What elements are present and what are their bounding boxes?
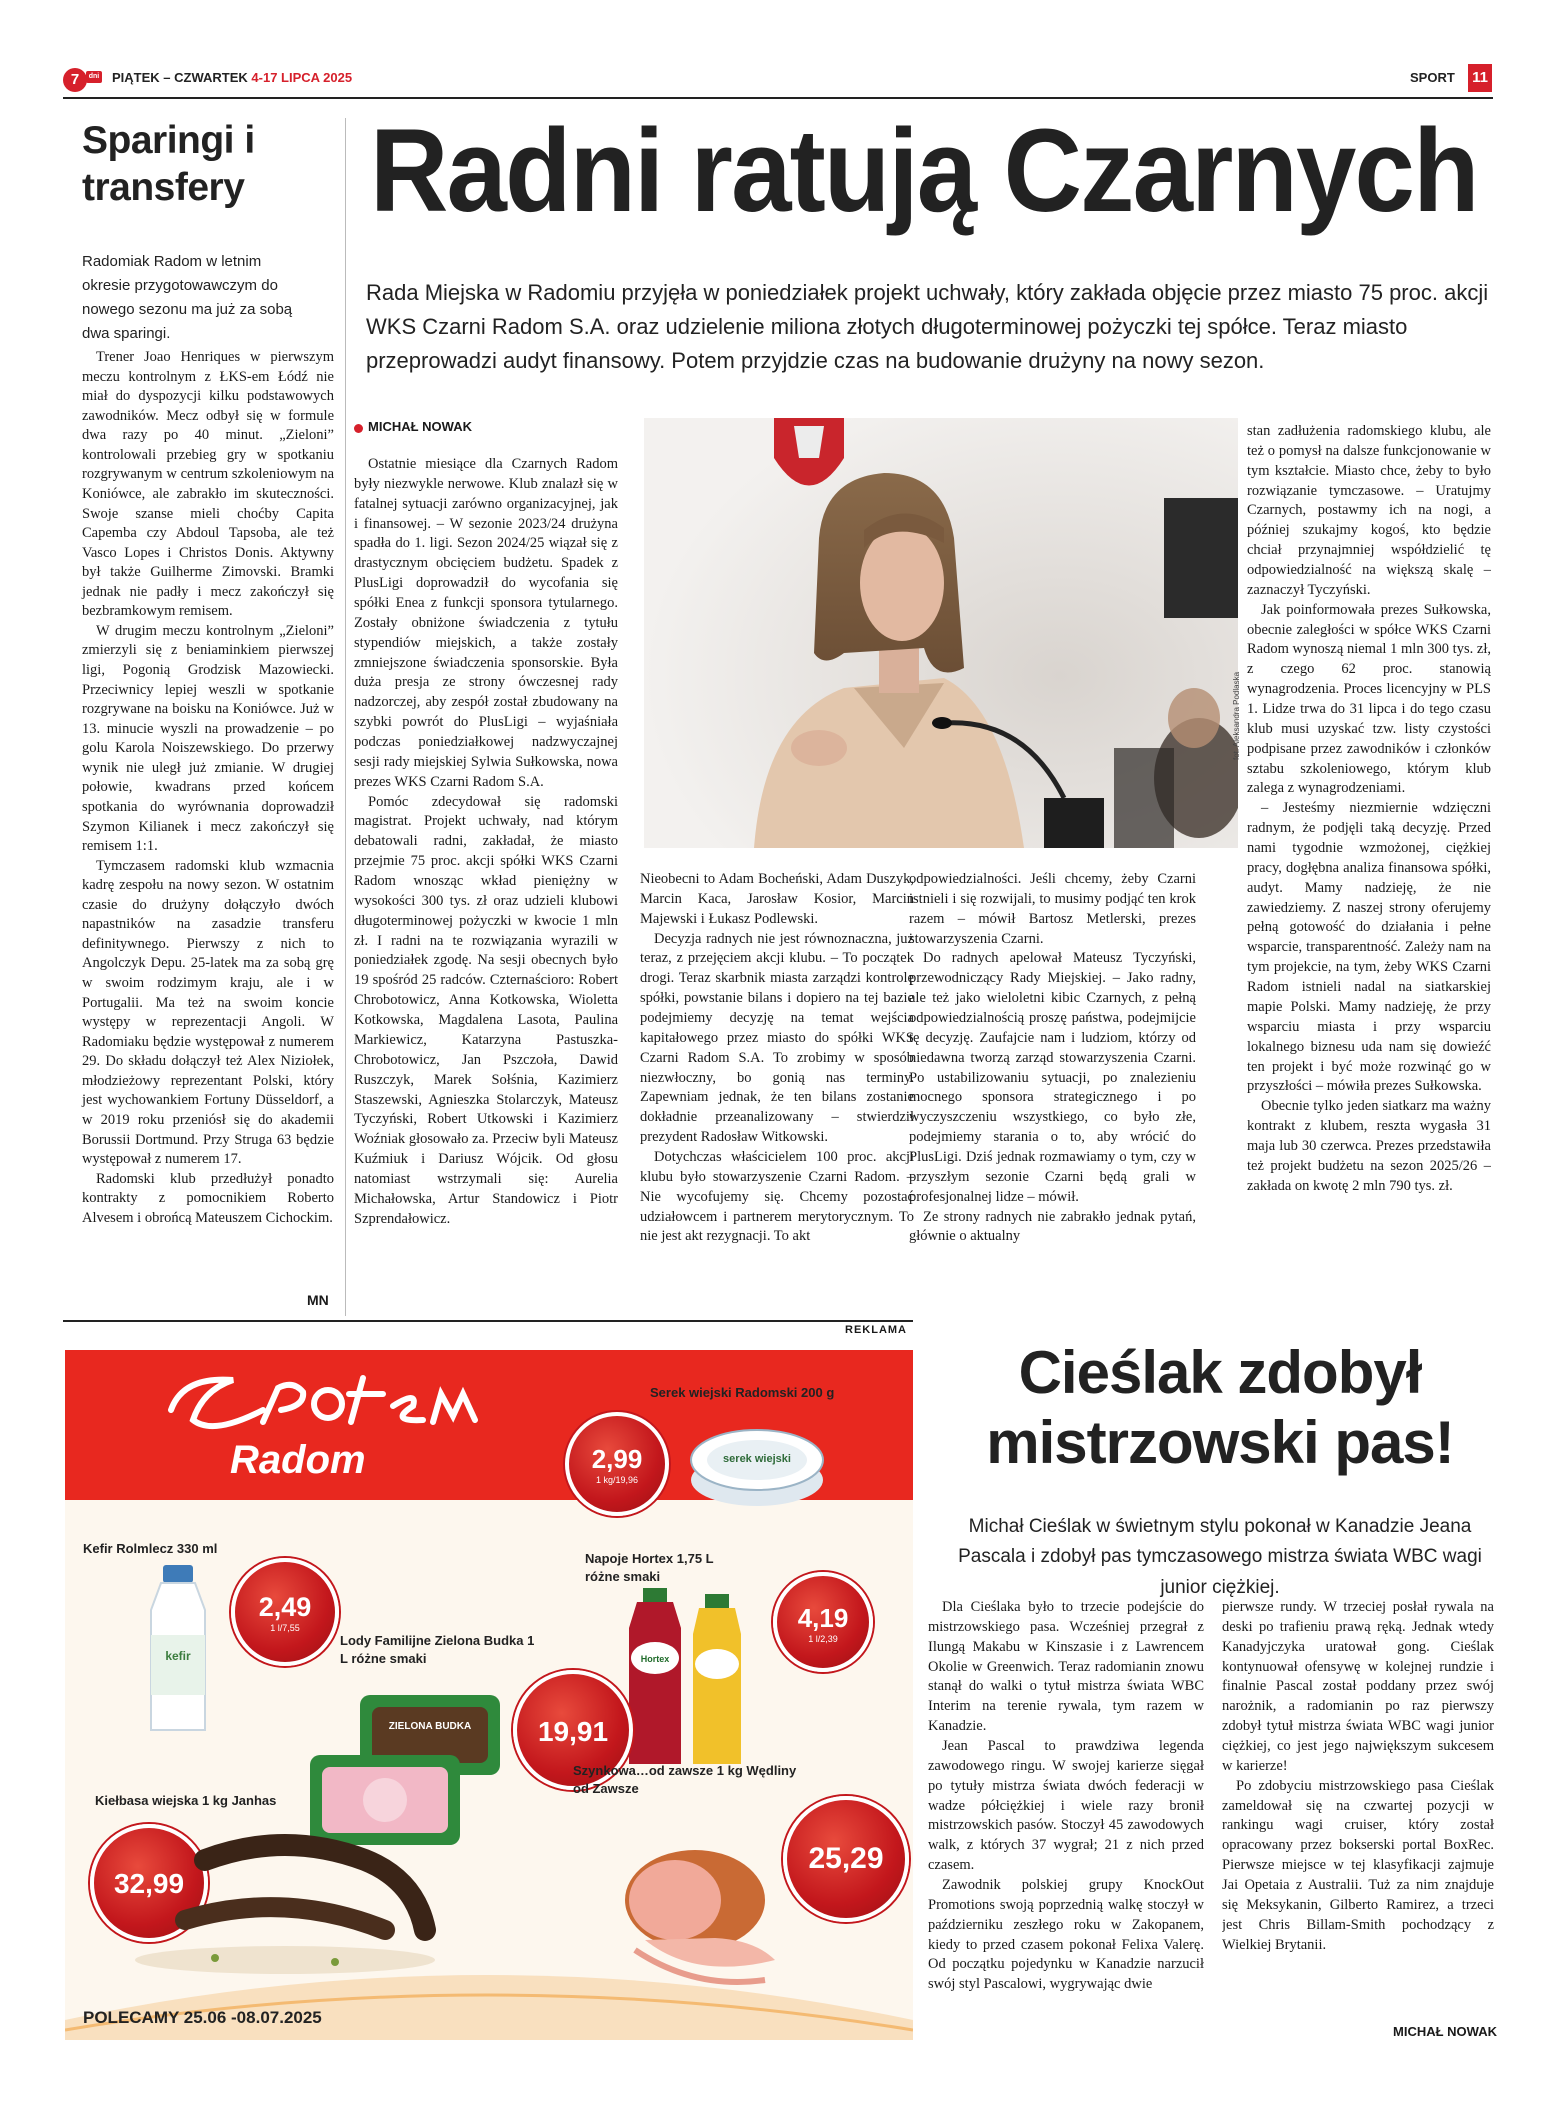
price-unit: 1 l/2,39 <box>808 1634 838 1644</box>
article2-column-1 <box>928 1598 1204 2048</box>
paragraph: Obecnie tylko jeden siatkarz ma ważny kontrakt z klubem, reszta wygasła 31 maja lub 30 czerwca. Prezes przedstawiła też projekt budżetu na sezon 2025/26 – zakłada on kwotę 2 mln 790 tys. zł. <box>1247 1098 1491 1194</box>
paragraph: Ze strony radnych nie zabrakło jednak pytań, głównie o aktualny <box>909 1208 1196 1245</box>
article-column-4 <box>1247 422 1491 1317</box>
author-bullet-icon <box>354 424 363 433</box>
price-badge <box>773 1572 873 1672</box>
paragraph: – Jesteśmy niezmiernie wdzięczni radnym, że podjęli taką decyzję. Przed nami tygodnie wzmożonej, ciężkiej pracy, dogłębna analiza finansowa spółki, audyt. Mamy nadzieję, że nie zawiedziemy. Z naszej strony oferujemy pełną gotowość do działania i pełne wsparcie, transparentność. Zależy nam na tym projekcie, na tym, żeby WKS Czarni Radom istnieli nadal na siatkarskiej mapie Polski. Mamy nadzieję, że przy wsparciu miasta i przy wsparciu lokalnego biznesu uda nam się dowieźć ten projekt i być może rozwinąć go w przyszłości – mówiła prezes Sułkowska. <box>1247 800 1491 1095</box>
paragraph: Radomski klub przedłużył ponadto kontrakty z pomocnikiem Roberto Alvesem i obrońcą Mateuszem Cichockim. <box>82 1170 334 1226</box>
article-headline: Radni ratują Czarnych <box>370 105 1478 237</box>
price-value: 4,19 <box>797 1603 849 1633</box>
paragraph: W drugim meczu kontrolnym „Zieloni” zmierzyli się z beniaminkiem pierwszej ligi, Pogonią Grodzisk Mazowiecki. Przeciwnicy lepiej weszli w spotkanie rozgrywane na boisku na Koniówce. Już w 13. minucie wyszli na prowadzenie – po golu Karola Noiszewskiego. Do przerwy wynik nie uległ już zmianie. W drugiej połowie, kwadrans przed końcem spotkania do wyrównania doprowadził Szymon Kilianek i mecz zakończył się remisem 1:1. <box>82 622 334 855</box>
price-badge <box>565 1412 669 1516</box>
article-author: MICHAŁ NOWAK <box>368 419 472 434</box>
package-text: serek wiejski <box>723 1453 791 1465</box>
issue-date-range: 4-17 LIPCA 2025 <box>251 70 353 85</box>
article2-headline: Cieślak zdobył mistrzowski pas! <box>986 1339 1454 1477</box>
paragraph: stan zadłużenia radomskiego klubu, ale też o pomysł na dalsze funkcjonowanie w tym kształcie. Miasto chce, żeby to było rozwiązanie tymczasowe. – Uratujmy Czarnych, postawmy ich na nogi, a później szukajmy kogoś, kto będzie chciał przynajmniej współdzielić tę odpowiedzialność na większą skalę – zaznaczył Tyczyński. <box>1247 423 1491 598</box>
page-number: 11 <box>1468 64 1492 92</box>
paragraph: Dotychczas właścicielem 100 proc. akcji klubu było stowarzyszenie Czarni Radom. – Nie wycofujemy się. Chcemy pozostać udziałowcem i partnerem merytorycznym. To nie jest akt rezygnacji. To akt <box>640 1149 914 1245</box>
price-value: 19,91 <box>537 1716 609 1747</box>
paragraph: Dla Cieślaka było to trzecie podejście do mistrzowskiego pasa. Wcześniej przegrał z Ilungą Makabu w Kinszasie i z Lawrencem Okolie w Greenwich. Teraz radomianin znowu stanął do walki o tytuł mistrza świata WBC Interim na terenie rywala, tym razem w Kanadzie. <box>928 1599 1204 1735</box>
paragraph: Jak poinformowała prezes Sułkowska, obecnie zaległości w spółce WKS Czarni Radom wynoszą niemal 1 mln 300 tys. zł, z czego 62 proc. stanowią wynagrodzenia. Proces licencyjny w PLS 1. Lidze trwa do 31 lipca i do tego czasu klub musi uzyskać tzw. listy czystości podpisane przez zawodników i członków sztabu szkoleniowego, którym klub zalega z wynagrodzeniami. <box>1247 601 1491 797</box>
paragraph: Zawodnik polskiej grupy KnockOut Promotions swoją poprzednią walkę stoczył w październiku zeszłego roku w Zakopanem, kiedy to przed czasem pokonał Felixa Valerę. Od początku pojedynku w Kanadzie narzucił swój styl Pascalowi, wygrywając dwie <box>928 1877 1204 1993</box>
ad-rule <box>63 1320 913 1322</box>
article-column-2 <box>640 870 914 1315</box>
advertisement[interactable] <box>65 1350 913 2040</box>
price-value: 25,29 <box>808 1842 884 1875</box>
article-lead: Rada Miejska w Radomiu przyjęła w poniedziałek projekt uchwały, który zakłada objęcie przez miasto 75 proc. akcji WKS Czarni Radom S.A. oraz udzielenie miliona złotych długoterminowej pożyczki tej spółce. Teraz miasto przeprowadzi audyt finansowy. Potem przyjdzie czas na budowanie drużyny na nowy sezon. <box>366 280 1489 374</box>
paragraph: Ostatnie miesiące dla Czarnych Radom były niezwykle nerwowe. Klub znalazł się w fatalnej sytuacji zarówno organizacyjnej, jak i finansowej. – W sezonie 2023/24 drużyna spadła do 1. ligi. Sezon 2024/25 wiązał się z drastycznym obcięciem budżetu. Spadek z PlusLigi doprowadził do wycofania się spółki Enea z funkcji sponsora tytularnego. Zostały obniżone świadczenia z tytułu stypendiów miejskich, a także zostały zmniejszone świadczenia sponsorskie. Była duża presja ze strony ówczesnej rady nadzorczej, aby zespół został zbudowany na szybki powrót do PlusLigi – wyjaśniała podczas poniedziałkowej nadzwyczajnej sesji rady miejskiej Sylwia Sułkowska, nowa prezes WKS Czarni Radom S.A. <box>354 456 618 790</box>
paragraph: Jean Pascal to prawdziwa legenda zawodowego ringu. W swojej karierze sięgał po tytuły mistrza świata dwóch federacji w wadze półciężkiej i wiele razy bronił mistrzowskich pasów. Stoczył 45 zawodowych walk, z których 37 wygrał; 21 z nich przed czasem. <box>928 1738 1204 1874</box>
spolem-logo-icon <box>163 1370 483 1442</box>
package-text: Hortex <box>640 1654 670 1664</box>
brand-logo-tag: dni <box>86 71 102 83</box>
paragraph: pierwsze rundy. W trzeciej posłał rywala na deski po trafieniu prawą ręką. Jednak wtedy Kanadyjczyka uratował gong. Cieślak kontynuował ofensywę w kolejnej rundzie i finalnie Pascal został poddany przez swój narożnik, a radomianin po raz pierwszy zdobył tytuł mistrza świata WBC wagi junior ciężkiej, co jest jego największym sukcesem w karierze! <box>1222 1599 1494 1774</box>
package-text: ZIELONA BUDKA <box>388 1721 472 1732</box>
brand-logo: 7 <box>63 68 87 92</box>
paragraph: odpowiedzialności. Jeśli chcemy, żeby Czarni istnieli i się rozwijali, to musimy podjąć ten krok razem – mówił Bartosz Metlerski, prezes stowarzyszenia Czarni. <box>909 871 1196 947</box>
sidebar-signature: MN <box>307 1292 329 1308</box>
price-value: 2,49 <box>258 1592 312 1622</box>
paragraph: Tymczasem radomski klub wzmacnia kadrę zespołu na nowy sezon. W ostatnim czasie do drużyny dołączyło dwóch napastników na zasadzie transferu definitywnego. Pierwszy z nich to Angolczyk Depu. 25-latek ma za sobą grę w swoim rodzimym kraju, ale i w Portugalii. Ma też na swoim koncie występy w reprezentacji Angoli. W Radomiaku będzie występował z numerem 29. Do składu dołączył też Alex Niziołek, młodzieżowy reprezentant Polski, który jest wychowankiem Fortuny Düsseldorf, a w 2019 roku przeniósł się do akademii Borussii Dortmund. Przy Struga 63 będzie występował z numerem 17. <box>82 857 334 1168</box>
article2-author: MICHAŁ NOWAK <box>1393 2024 1497 2039</box>
article-column-3 <box>909 870 1196 1315</box>
product-name: Szynkowa…od zawsze 1 kg Wędliny od Zawsze <box>573 1763 797 1796</box>
product-name: Kefir Rolmlecz 330 ml <box>83 1541 218 1556</box>
paragraph: Decyzja radnych nie jest równoznaczna, już teraz, z przejęciem akcji klubu. – To początek drogi. Teraz skarbnik miasta zarządzi kontrolę spółki, powstanie bilans i dopiero na tej bazie podejmiemy decyzję na temat wejścia kapitałowego przez miasto do spółki WKS Czarni Radom S.A. To zrobimy w sposób niezwłoczny, bo gonią nas terminy. Zapewniam jednak, że ten bilans zostanie dokładnie przeanalizowany – stwierdził prezydent Radosław Witkowski. <box>640 930 914 1146</box>
sidebar-title: Sparingi i transfery <box>82 119 255 209</box>
paragraph: Do radnych apelował Mateusz Tyczyński, przewodniczący Rady Miejskiej. – Jako radny, ale też jako wieloletni kibic Czarnych, z pełną odpowiedzialnością proszę państwa, podejmijcie tę decyzję. Zaufajcie nam i ludziom, którzy od niedawna tworzą zarząd stowarzyszenia Czarni. Po ustabilizowaniu sytuacji, po znalezieniu mocnego sponsora strategicznego i po wyczyszczeniu wszystkiego, co było złe, podejmiemy starania o to, aby wrócić do PlusLigi. Dziś jednak rozmawiamy o tym, czy w przyszłym sezonie Czarni będą grali w profesjonalnej lidze – mówił. <box>909 950 1196 1205</box>
column-divider <box>345 118 346 1316</box>
issue-date-prefix: PIĄTEK – CZWARTEK <box>112 70 252 85</box>
article-column-1 <box>354 455 618 1315</box>
section-label: SPORT <box>1410 70 1455 85</box>
juice-bottles-icon <box>623 1588 773 1768</box>
product-name: Lody Familijne Zielona Budka 1 L różne smaki <box>340 1633 535 1666</box>
header-rule <box>63 97 1493 99</box>
kefir-bottle-icon <box>143 1565 213 1735</box>
ad-label: REKLAMA <box>845 1324 907 1336</box>
price-value: 32,99 <box>113 1868 185 1899</box>
paragraph: Trener Joao Henriques w pierwszym meczu kontrolnym z ŁKS-em Łódź nie miał do dyspozycji kilku podstawowych zawodników. Mecz odbył się w formule dwa razy po 40 minut. „Zieloni” kontrolowali przebieg gry w spotkaniu rozgrywanym w centrum szkoleniowym na Koniówce, ale zabrakło im skuteczności. Swoje szanse mieli choćby Capita Capemba czy Abdoul Tapsoba, ale też Vasco Lopes i Christos Donis. Aktywny był także Guilherme Zimovski. Bramki jednak nie padły i mecz zakończył się bezbramkowym remisem. <box>82 349 334 620</box>
price-unit: 1 l/7,55 <box>270 1623 300 1633</box>
product-name: Napoje Hortex 1,75 L różne smaki <box>585 1551 714 1584</box>
sidebar-body <box>82 348 334 1228</box>
product-name: Serek wiejski Radomski 200 g <box>650 1385 835 1400</box>
article-photo <box>644 418 1238 848</box>
price-value: 2,99 <box>591 1444 643 1474</box>
product-name: Kiełbasa wiejska 1 kg Janhas <box>95 1793 277 1808</box>
photo-speaker-at-lectern <box>644 418 1238 848</box>
price-unit: 1 kg/19,96 <box>595 1475 639 1485</box>
paragraph: Pomóc zdecydował się radomski magistrat. Projekt uchwały, nad którym debatowali radni, zakładał, że miasto przejmie 75 proc. akcji spółki WKS Czarni Radom wnosząc wkład pieniężny w wysokości 300 tys. zł oraz udzieli klubowi długoterminowej pożyczki w kwocie 1 mln zł. I radni na te rozwiązania wyrazili w poniedziałek zgodę. Na sesji obecnych było 19 spośród 25 radców. Czternaścioro: Robert Chrobotowicz, Anna Kotkowska, Wioletta Kotkowska, Magdalena Lasota, Paulina Markiewicz, Katarzyna Pastuszka-Chrobotowicz, Jan Pszczoła, Dawid Ruszczyk, Marek Sołśnia, Kazimierz Staszewski, Agnieszka Stolarczyk, Mateusz Tyczyński, Robert Utkowski i Kazimierz Woźniak głosowało za. Przeciw byli Mateusz Kuźmiuk i Dariusz Wójcik. Od głosu natomiast wstrzymali się: Aurelia Michałowska, Artur Standowicz i Piotr Szprendałowicz. <box>354 793 618 1227</box>
ad-city: Radom <box>230 1438 366 1482</box>
article2-lead: Michał Cieślak w świetnym stylu pokonał w Kanadzie Jeana Pascala i zdobył pas tymczasowego mistrza świata WBC wagi junior ciężkiej. <box>958 1516 1482 1598</box>
package-text: kefir <box>165 1649 191 1663</box>
issue-date <box>112 70 352 85</box>
photo-credit: fot. Aleksandra Podlaska <box>1232 671 1241 760</box>
paragraph: Po zdobyciu mistrzowskiego pasa Cieślak zameldował się na czwartej pozycji w rankingu wagi cruiser, który został opracowany przez bokserski portal BoxRec. Pierwsze miejsce w tej klasyfikacji zajmuje Jai Opetaia z Australii. Tuż za nim znajduje się Meksykanin, Gilberto Ramirez, a trzeci jest Chris Billam-Smith pochodzący z Wielkiej Brytanii. <box>1222 1777 1494 1953</box>
paragraph: Nieobecni to Adam Bocheński, Adam Duszyk, Marcin Kaca, Jarosław Kosior, Marcin Majewski i Łukasz Podlewski. <box>640 871 914 927</box>
article2-column-2 <box>1222 1598 1494 2038</box>
sidebar-lead: Radomiak Radom w letnim okresie przygotowawczym do nowego sezonu ma już za sobą dwa sparingi. <box>82 253 293 342</box>
ad-validity: POLECAMY 25.06 -08.07.2025 <box>83 2008 322 2027</box>
cheese-tub-icon <box>687 1410 827 1510</box>
price-badge <box>231 1558 339 1666</box>
